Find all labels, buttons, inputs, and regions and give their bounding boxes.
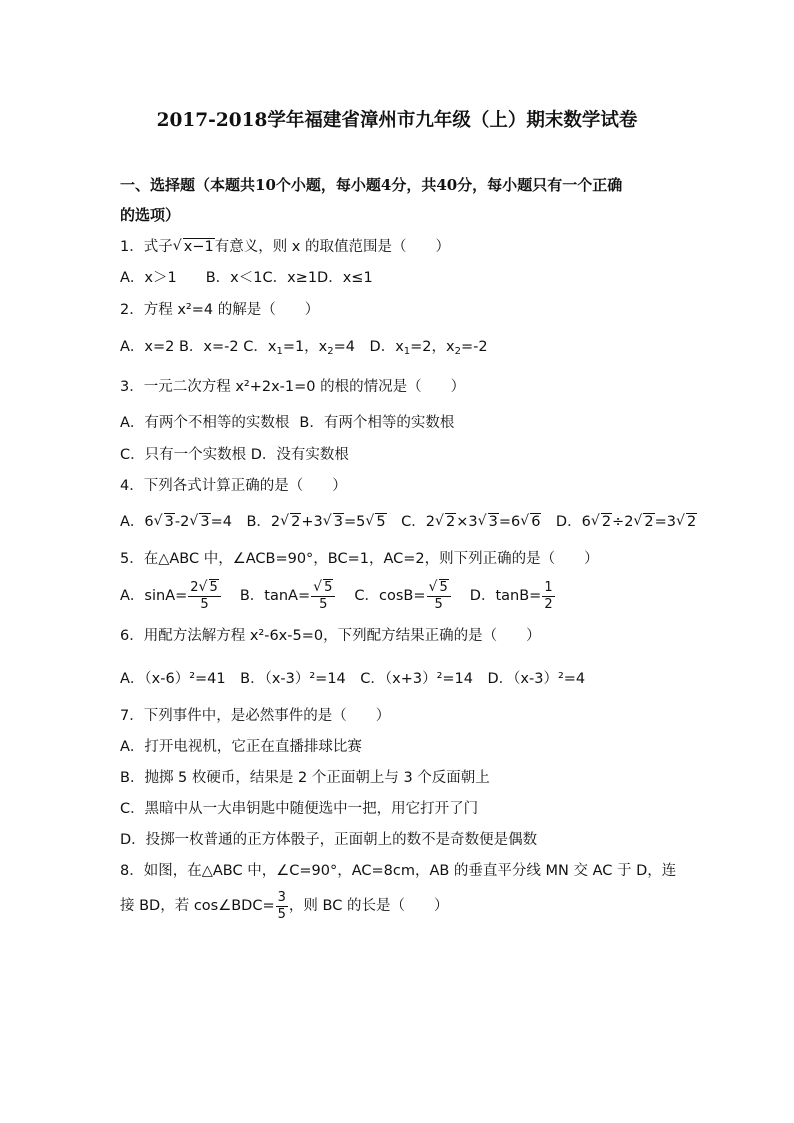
question-7: 7．下列事件中，是必然事件的是（ ） [120,708,391,724]
exam-title: 2017-2018学年福建省漳州市九年级（上）期末数学试卷 [156,110,638,131]
question-8-line1: 8．如图，在△ABC 中，∠C=90°，AC=8cm，AB 的垂直平分线 MN 交 AC 于 D，连 [120,863,677,879]
question-6-options: A．（x-6）²=41 B．（x-3）²=14 C．（x+3）²=14 D．（x-3）²=4 [120,671,586,687]
question-1-options: A．x＞1 B．x＜1C．x≥1D．x≤1 [120,270,373,286]
radical: √ x−1 [174,237,215,257]
question-5: 5．在△ABC 中，∠ACB=90°，BC=1，AC=2，则下列正确的是（ ） [120,551,599,567]
question-7-option-c: C．黑暗中从一大串钥匙中随便选中一把，用它打开了门 [120,801,479,817]
question-3-options-cd: C．只有一个实数根 D．没有实数根 [120,447,349,463]
question-8-line2: 接 BD，若 cos∠BDC= $\frac{3}{5}$ ，则 BC 的长是（ ） [120,889,449,922]
section-heading-line2: 的选项） [120,206,181,224]
question-6: 6．用配方法解方程 x²-6x-5=0，下列配方结果正确的是（ ） [120,628,541,644]
question-7-option-b: B．抛掷 5 枚硬币，结果是 2 个正面朝上与 3 个反面朝上 [120,770,490,786]
question-7-option-a: A．打开电视机，它正在直播排球比赛 [120,739,362,755]
fraction: $\frac{3}{5}$ [277,889,286,922]
question-2-options: A．x=2 B．x=-2 C．$x_1=1$，$x_2=4$ D．$x_1=2$，$x_2=-2$ [120,339,488,357]
question-5-options: A．sinA= $\frac{2√ 5}{5}$ B．tanA= √ $\frac{5}{5}$ C．cosB= √ $\frac{5}{5}$ D．tanB= $\frac{1}{2}$ [120,578,556,614]
section-heading-line1: 一、选择题（本题共10个小题，每小题4分，共40分，每小题只有一个正确 [120,176,623,194]
question-2: 2．方程 x²=4 的解是（ ） [120,302,320,318]
question-4-options: A．6√ 3-2√ 3=4 B．2√ 2+3√ 3=5√ 5 C．2√ 2×3√ 3=6√ 6 D．6√ 2÷2√ 2=3√ 2 [120,512,697,532]
question-3: 3．一元二次方程 x²+2x-1=0 的根的情况是（ ） [120,379,466,395]
question-1: 1．式子√ x−1有意义，则 x 的取值范围是（ ） [120,237,450,257]
question-7-option-d: D．投掷一枚普通的正方体骰子，正面朝上的数不是奇数便是偶数 [120,832,538,848]
question-4: 4．下列各式计算正确的是（ ） [120,478,347,494]
question-3-options-ab: A．有两个不相等的实数根 B．有两个相等的实数根 [120,415,455,431]
